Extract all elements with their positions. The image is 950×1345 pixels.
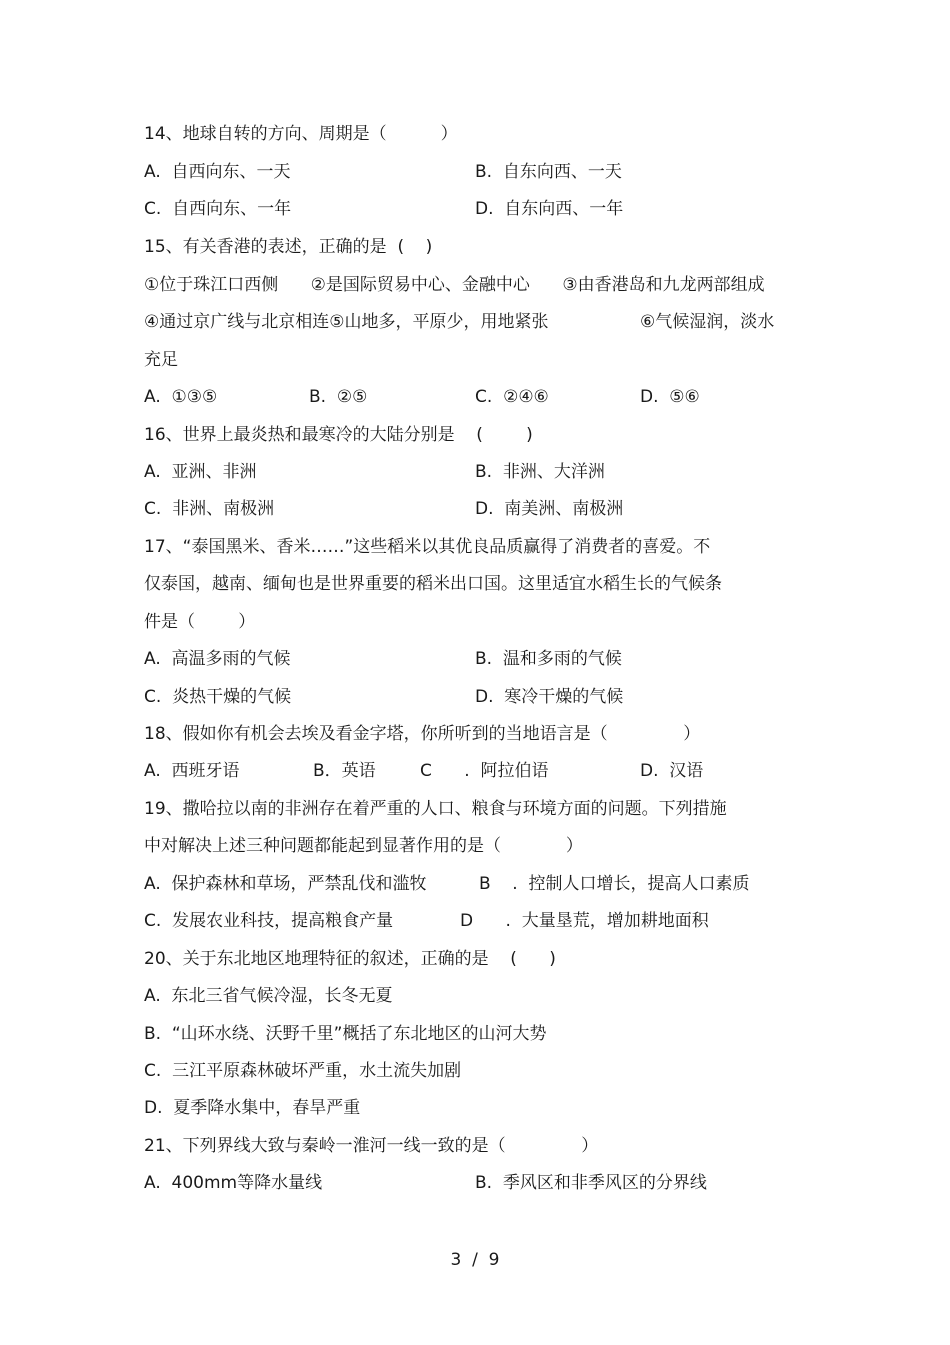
page-number: 3 / 9 <box>450 1250 500 1270</box>
q20-option-d: D. 夏季降水集中，春旱严重 <box>144 1098 361 1118</box>
q14-option-b: B. 自东向西、一天 <box>475 162 622 182</box>
q16-option-d: D. 南美洲、南极洲 <box>475 499 624 519</box>
q18-option-b: B．英语 <box>313 761 376 781</box>
q16-option-c: C. 非洲、南极洲 <box>144 499 275 519</box>
q17-option-d: D. 寒冷干燥的气候 <box>475 687 624 707</box>
q15-statements-4: 充足 <box>144 350 178 370</box>
q20-option-a: A. 东北三省气候冷湿，长冬无夏 <box>144 986 393 1006</box>
q21-option-b: B. 季风区和非季风区的分界线 <box>475 1173 707 1193</box>
q15-statements-2: ④通过京广线与北京相连⑤山地多，平原少，用地紧张 <box>144 312 549 332</box>
q17-stem-2: 仅泰国，越南、缅甸也是世界重要的稻米出口国。这里适宜水稻生长的气候条 <box>144 574 722 594</box>
q14-stem: 14、地球自转的方向、周期是（ ） <box>144 124 458 144</box>
q19-stem-2: 中对解决上述三种问题都能起到显著作用的是（ ） <box>144 836 583 856</box>
q16-option-b: B. 非洲、大洋洲 <box>475 462 605 482</box>
q15-option-c: C. ②④⑥ <box>475 387 549 407</box>
q14-option-a: A. 自西向东、一天 <box>144 162 291 182</box>
q15-option-a: A. ①③⑤ <box>144 387 218 407</box>
q15-stem: 15、有关香港的表述，正确的是 ( ) <box>144 237 433 257</box>
q17-stem-3: 件是（ ） <box>144 612 256 632</box>
q19-option-a: A. 保护森林和草场，严禁乱伐和滥牧 <box>144 874 427 894</box>
q15-statements-3: ⑥气候湿润，淡水 <box>640 312 775 332</box>
q19-option-b: B . 控制人口增长，提高人口素质 <box>479 874 750 894</box>
q18-option-d: D. 汉语 <box>640 761 704 781</box>
q17-option-a: A. 高温多雨的气候 <box>144 649 291 669</box>
q15-statements-1: ①位于珠江口西侧 ②是国际贸易中心、金融中心 ③由香港岛和九龙两部组成 <box>144 275 765 295</box>
q17-option-b: B. 温和多雨的气候 <box>475 649 622 669</box>
q20-option-c: C. 三江平原森林破坏严重，水土流失加剧 <box>144 1061 462 1081</box>
q18-option-a: A. 西班牙语 <box>144 761 240 781</box>
q17-option-c: C. 炎热干燥的气候 <box>144 687 292 707</box>
q18-option-c: C . 阿拉伯语 <box>420 761 549 781</box>
q19-stem-1: 19、撒哈拉以南的非洲存在着严重的人口、粮食与环境方面的问题。下列措施 <box>144 799 727 819</box>
q14-option-d: D. 自东向西、一年 <box>475 199 624 219</box>
q19-option-c: C. 发展农业科技，提高粮食产量 <box>144 911 394 931</box>
q18-stem: 18、假如你有机会去埃及看金字塔，你所听到的当地语言是（ ） <box>144 724 701 744</box>
q21-stem: 21、下列界线大致与秦岭一淮河一线一致的是（ ） <box>144 1136 599 1156</box>
q17-stem-1: 17、“泰国黑米、香米……”这些稻米以其优良品质赢得了消费者的喜爱。不 <box>144 537 711 557</box>
q15-option-b: B. ②⑤ <box>309 387 368 407</box>
q14-option-c: C. 自西向东、一年 <box>144 199 292 219</box>
q20-option-b: B. “山环水绕、沃野千里”概括了东北地区的山河大势 <box>144 1024 547 1044</box>
q16-option-a: A. 亚洲、非洲 <box>144 462 257 482</box>
q20-stem: 20、关于东北地区地理特征的叙述，正确的是 ( ) <box>144 949 556 969</box>
q21-option-a: A. 400mm等降水量线 <box>144 1173 323 1193</box>
q16-stem: 16、世界上最炎热和最寒冷的大陆分别是 ( ) <box>144 425 533 445</box>
q19-option-d: D . 大量垦荒，增加耕地面积 <box>460 911 709 931</box>
q15-option-d: D. ⑤⑥ <box>640 387 700 407</box>
